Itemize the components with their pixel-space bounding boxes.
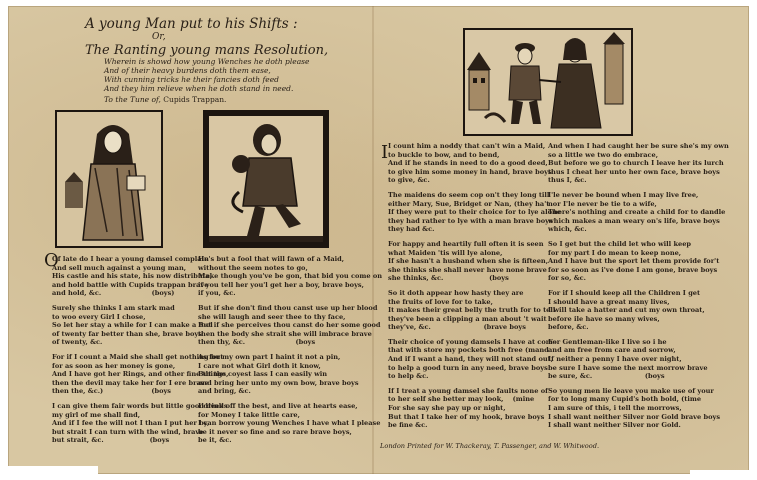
verse-line: And sell much against a young man,: [52, 263, 187, 272]
ballad-title: A young Man put to his Shifts :: [85, 16, 298, 32]
verse-line: As for my own part I haint it not a pin,: [198, 352, 341, 361]
verse-line: I am sure of this, i tell the morrows,: [548, 404, 682, 413]
ballad-subtitle-title: The Ranting young mans Resolution,: [85, 43, 329, 58]
verse-line: thus I cheat her unto her own face, brave boys: [548, 167, 720, 176]
verse-line: I count him a noddy that can't win a Maid,: [388, 142, 546, 150]
verse-line: For if I count a Maid she shall get nothing but: [52, 352, 224, 361]
verse-line: The maidens do seem cop on't they long till: [388, 190, 550, 199]
verse-line: If I treat a young damsel she faults none of: [388, 386, 548, 395]
verse-line: then the body she strait she will imbrace brave: [198, 329, 372, 338]
verse-line: she thinks, &c. (boys: [388, 274, 509, 283]
verse-line: which makes a man weary on's life, brave boys: [548, 216, 720, 225]
verse-line: for to long many Cupid's both bold, (time: [548, 395, 702, 404]
verse-line: I should have a great many lives,: [548, 297, 670, 306]
verse-line: then thy, &c. (boys: [198, 338, 316, 347]
verse-line: then the, &c.) (boys: [52, 387, 172, 396]
ballad-argument-line: And of their heavy burdens doth them ease,: [104, 66, 271, 75]
verse-line: be sure I have some the next morrow brave: [548, 363, 708, 372]
verse-line: if you tell her you'l get her a boy, brave boys,: [198, 280, 364, 289]
verse-line: nor I'le never be tie to a wife,: [548, 199, 657, 208]
verse-line: So I get but the child let who will keep: [548, 239, 692, 248]
verse-line: If neither a penny I have over night,: [548, 355, 682, 364]
verse-line: for Money I take little care,: [198, 410, 300, 419]
verse-line: be sure, &c. (boys: [548, 372, 665, 381]
verse-line: to give him some money in hand, brave boys: [388, 167, 552, 176]
verse-line: but strait I can turn with the wind, brave: [52, 427, 204, 436]
verse-line: If she hasn't a husband when she is fifteen,: [388, 257, 549, 266]
verse-column-right-a: [388, 142, 561, 430]
verse-line: It makes their great belly the truth for to tell: [388, 306, 556, 315]
verse-line: He's but a fool that will fawn of a Maid,: [198, 255, 345, 263]
verse-line: But that I take her of my hook, brave boys: [388, 412, 545, 421]
verse-line: For happy and heartily full often it is seen: [388, 239, 544, 248]
tune-name: Cupids Trappan.: [163, 95, 227, 104]
ballad-argument-line: Wherein is showd how young Wenches he doth please: [104, 57, 310, 66]
verse-line: I can borrow young Wenches I have what I please: [198, 419, 381, 428]
verse-line: His castle and his state, his now distribute,: [52, 272, 213, 281]
woodcut-man: [203, 110, 329, 248]
woodcut-couple: [463, 28, 633, 136]
verse-line: But if she don't find thou canst use up her blood: [198, 303, 378, 312]
verse-line: I drink off the best, and live at hearts ease,: [198, 401, 358, 410]
verse-line: be fine &c.: [388, 421, 428, 430]
verse-line: without the seem notes to go,: [198, 263, 308, 272]
torn-edge: [8, 466, 98, 474]
verse-line: and bring her unto my own bow, brave boys: [198, 378, 359, 387]
drop-cap: O: [44, 250, 59, 271]
verse-line: and hold, &c. (boys): [52, 289, 175, 298]
verse-line: of twenty, &c.: [52, 338, 103, 347]
verse-line: of twenty far better than she, brave boys: [52, 329, 202, 338]
verse-line: to help &c.: [388, 372, 429, 381]
verse-line: Their choice of young damsels I have at com-: [388, 337, 556, 346]
verse-line: So young men lie leave you make use of your: [548, 386, 714, 395]
verse-line: then the devil may take her for I ere brave: [52, 378, 209, 387]
woodcut-couple-illustration: [465, 30, 631, 134]
woodcut-man-illustration: [205, 112, 327, 246]
ballad-title-or: Or,: [152, 32, 166, 42]
verse-line: before, &c.: [548, 323, 589, 332]
verse-line: for so, &c.: [548, 274, 586, 283]
verse-line: she will laugh and seer thee to thy face,: [198, 312, 346, 321]
verse-line: for as soon as her money is gone,: [52, 361, 176, 370]
verse-line: the fruits of love for to take,: [388, 297, 493, 306]
verse-line: For Gentleman-like I live so i he: [548, 337, 667, 346]
verse-line: I shall want neither Silver nor Gold.: [548, 421, 681, 430]
verse-line: I will take a hatter and cut my own throat,: [548, 306, 705, 315]
verse-line: thus I, &c.: [548, 176, 587, 185]
verse-line: And if I fee the will not I than I put her by,: [52, 419, 210, 428]
drop-cap: I: [381, 142, 389, 163]
verse-line: before ile have so many wives,: [548, 314, 660, 323]
verse-line: And when I had caught her be sure she's my own: [548, 142, 729, 150]
verse-line: There's nothing and create a child for to dandle: [548, 208, 726, 217]
verse-line: Of late do I hear a young damsel complain: [52, 255, 209, 263]
verse-line: what Maiden 'tis will lye alone,: [388, 248, 503, 257]
verse-line: that with store my pockets both free (mand: [388, 346, 549, 355]
verse-line: my girl of me shall find,: [52, 410, 141, 419]
verse-line: to give, &c.: [388, 176, 430, 185]
verse-line: Make though you've be gon, that bid you come on: [198, 272, 383, 281]
woodcut-woman-illustration: [57, 112, 161, 246]
tune-line: [104, 96, 226, 104]
woodcut-woman: [55, 110, 163, 248]
verse-line: For she say she pay up or night,: [388, 404, 506, 413]
verse-line: be it, &c.: [198, 436, 232, 445]
verse-line: but strait, &c. (boys: [52, 436, 170, 445]
verse-line: they had rather to lye with a man brave boys: [388, 216, 553, 225]
verse-line: to woo every Girl I chose,: [52, 312, 146, 321]
verse-line: But if she perceives thou canst do her some good: [198, 321, 381, 330]
verse-line: Surely she thinks I am stark mad: [52, 303, 175, 312]
verse-line: for so soon as i've done I am gone, brave boys: [548, 265, 718, 274]
verse-line: And if I want a hand, they will not stand out,: [388, 355, 553, 364]
verse-column-right-b: [548, 142, 729, 430]
verse-line: And I have but the sport let them provide for't: [548, 257, 720, 266]
verse-line: they had &c.: [388, 225, 435, 234]
verse-line: I can give them fair words but little good deeds: [52, 401, 228, 410]
ballad-argument-line: And they him relieve when he doth stand in need.: [104, 84, 294, 93]
ballad-argument-line: With cunning tricks he their fancies doth feed: [104, 75, 279, 84]
verse-line: And I have got her Rings, and other fine things,: [52, 370, 229, 379]
verse-line: either Mary, Sue, Bridget or Nan, (they ha't: [388, 199, 550, 208]
verse-line: I shall want neither Silver nor Gold brave boys: [548, 412, 721, 421]
printer-imprint: London Printed for W. Thackeray, T. Passenger, and W. Whitwood.: [380, 442, 600, 450]
torn-edge: [690, 470, 749, 474]
verse-line: If they were put to their choice for to lye alone: [388, 208, 561, 217]
tune-label: To the Tune of,: [104, 95, 161, 104]
verse-line: I care not what Girl doth it know,: [198, 361, 321, 370]
verse-line: they've, &c. (brave boys: [388, 323, 526, 332]
verse-line: I'le never be bound when I may live free,: [548, 190, 699, 199]
verse-line: and am free from care and sorrow,: [548, 346, 676, 355]
verse-line: to help a good turn in any need, brave boys: [388, 363, 548, 372]
verse-line: And if he stands in need to do a good deed,: [388, 159, 548, 168]
verse-line: For if I should keep all the Children I get: [548, 288, 701, 297]
verse-line: So it doth appear how hasty they are: [388, 288, 524, 297]
verse-line: if you, &c.: [198, 289, 236, 298]
verse-line: she thinks she shall never have none brave: [388, 265, 547, 274]
verse-line: to her self she better may look, (mine: [388, 395, 535, 404]
verse-line: which, &c.: [548, 225, 587, 234]
verse-line: they've been a clipping a man about 't wait: [388, 314, 547, 323]
verse-line: But before we go to church I leave her its lurch: [548, 159, 724, 168]
verse-line: to buckle to bow, and to bend,: [388, 150, 500, 159]
verse-line: and hold battle with Cupids trappan brave: [52, 280, 209, 289]
verse-line: and bring, &c.: [198, 387, 251, 396]
verse-line: for my part I do mean to keep none,: [548, 248, 682, 257]
verse-line: be it never so fine and so rare brave boys,: [198, 427, 352, 436]
verse-line: So let her stay a while for I can make a fool: [52, 321, 213, 330]
verse-column-left-b: [198, 255, 382, 445]
verse-line: But the coyest lass I can easily win: [198, 370, 328, 379]
verse-line: so a little we two do embrace,: [548, 150, 658, 159]
